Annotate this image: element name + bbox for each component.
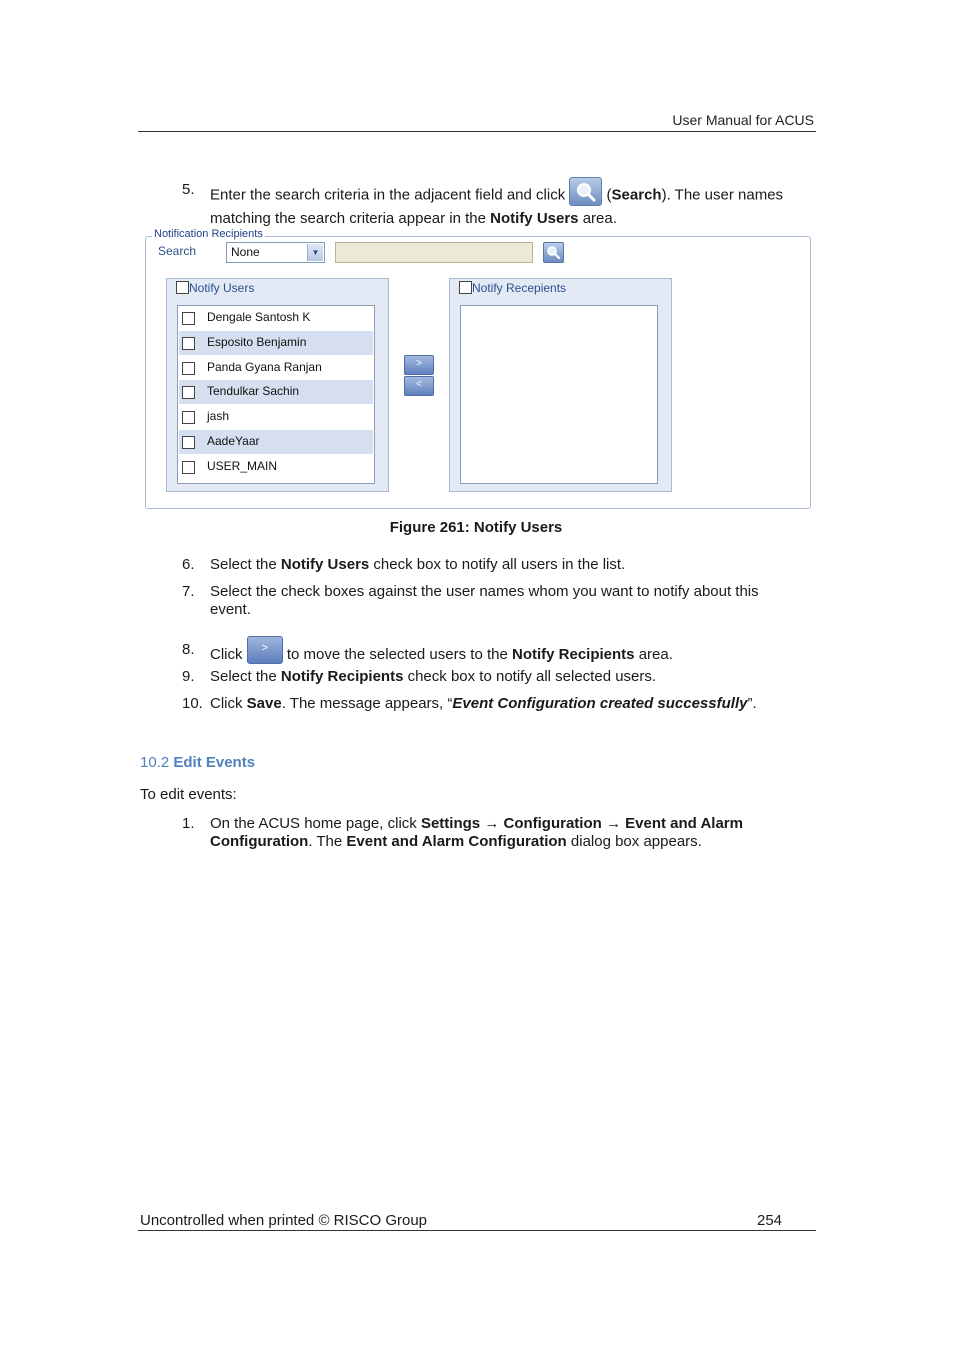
list-item[interactable]: AadeYaar	[179, 430, 373, 454]
list-item[interactable]: Esposito Benjamin	[179, 331, 373, 355]
notify-users-header[interactable]	[176, 281, 254, 295]
search-button-image	[569, 177, 602, 206]
user-checkbox[interactable]	[182, 411, 195, 424]
notify-users-checkbox[interactable]	[176, 281, 189, 294]
users-list	[177, 305, 375, 484]
notify-recipients-label: Notify Recepients	[472, 281, 567, 295]
search-button[interactable]	[543, 242, 564, 263]
user-checkbox[interactable]	[182, 337, 195, 350]
move-button-image: >	[247, 636, 283, 664]
user-checkbox[interactable]	[182, 461, 195, 474]
select-value: None	[231, 245, 260, 259]
move-left-button[interactable]: <	[404, 376, 434, 396]
user-checkbox[interactable]	[182, 312, 195, 325]
page-number: 254	[757, 1212, 783, 1229]
footer-text: Uncontrolled when printed © RISCO Group	[140, 1212, 428, 1229]
header-title: User Manual for ACUS	[672, 112, 814, 128]
notify-recipients-header[interactable]	[459, 281, 566, 295]
step-number: 5.	[182, 181, 195, 198]
search-type-select[interactable]	[226, 242, 325, 263]
chevron-down-icon[interactable]: ▼	[307, 244, 323, 261]
figure-caption: Figure 261: Notify Users	[389, 519, 563, 536]
move-right-button[interactable]: >	[404, 355, 434, 375]
section-heading: 10.2 Edit Events	[140, 754, 256, 771]
magnifier-icon	[570, 178, 601, 205]
search-label: Search	[158, 244, 197, 258]
step-text: Enter the search criteria in the adjacent field and click	[210, 186, 566, 204]
user-checkbox[interactable]	[182, 436, 195, 449]
search-icon	[544, 243, 563, 262]
intro-text: To edit events:	[140, 786, 237, 803]
recipients-list	[460, 305, 658, 484]
footer-rule	[138, 1230, 816, 1231]
notify-recipients-checkbox[interactable]	[459, 281, 472, 294]
user-checkbox[interactable]	[182, 362, 195, 375]
header-rule	[138, 131, 816, 132]
list-item[interactable]: Tendulkar Sachin	[179, 380, 373, 404]
list-item[interactable]: Dengale Santosh K	[179, 306, 373, 330]
list-item[interactable]: jash	[179, 405, 373, 429]
search-input[interactable]	[335, 242, 533, 263]
notify-users-label: Notify Users	[189, 281, 255, 295]
list-item[interactable]: USER_MAIN	[179, 455, 373, 479]
panel-legend: Notification Recipients	[154, 228, 263, 240]
list-item[interactable]: Panda Gyana Ranjan	[179, 356, 373, 380]
user-checkbox[interactable]	[182, 386, 195, 399]
